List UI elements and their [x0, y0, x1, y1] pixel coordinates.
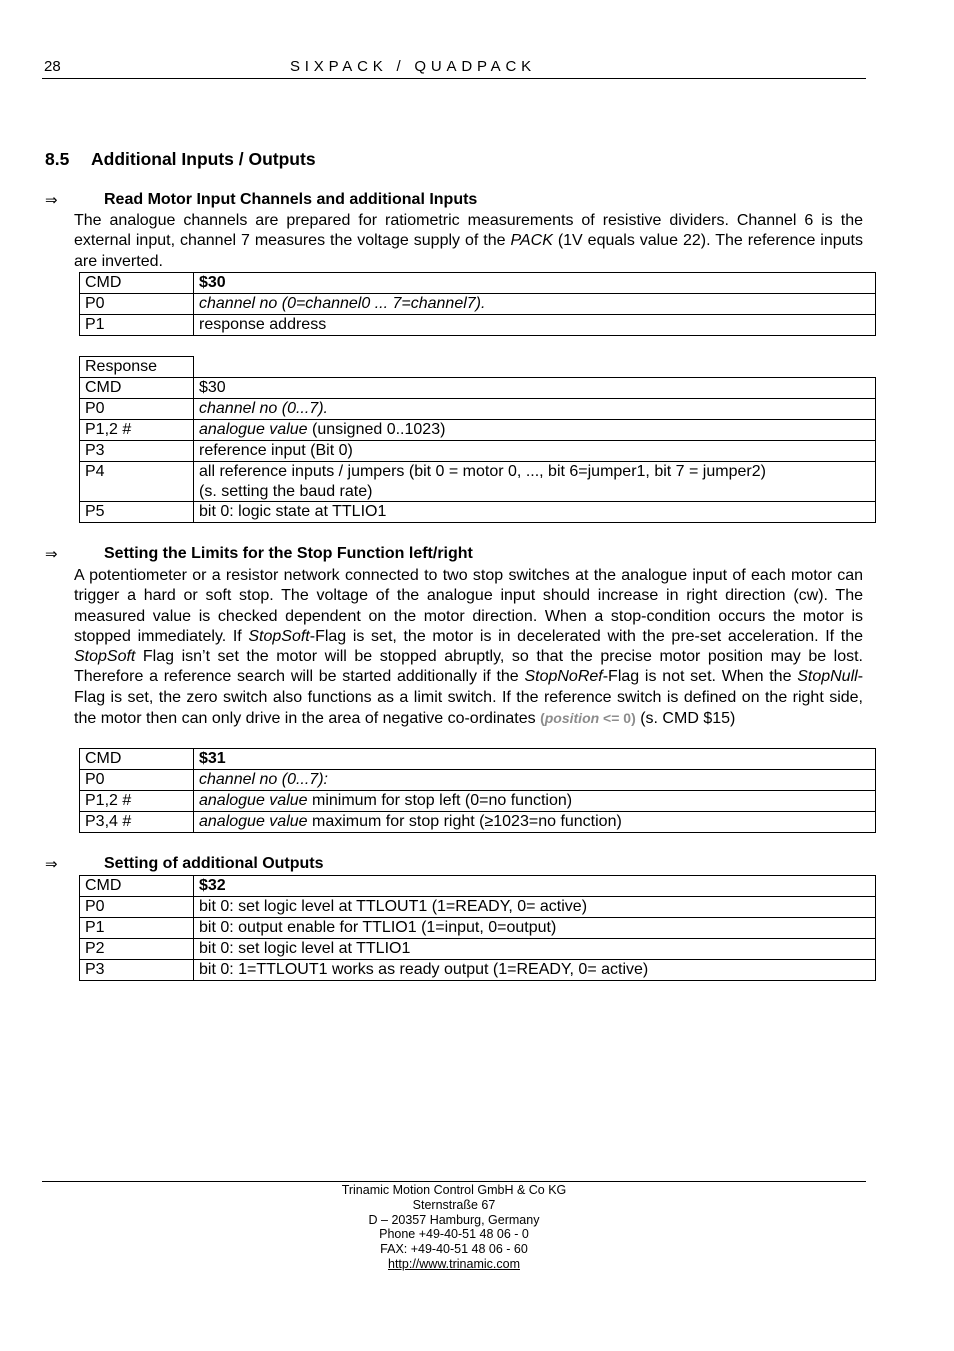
table-value: response address [194, 315, 876, 336]
table-value: analogue value (unsigned 0..1023) [194, 420, 876, 441]
table-row [80, 273, 876, 294]
table-row [80, 315, 876, 336]
table-key: CMD [80, 876, 194, 897]
footer-website-link[interactable]: http://www.trinamic.com [388, 1256, 520, 1271]
table-key: P4 [80, 462, 194, 502]
footer-company: Trinamic Motion Control GmbH & Co KG [341, 1183, 567, 1197]
table-key: P1,2 # [80, 420, 194, 441]
table-row [80, 791, 876, 812]
subheading-label: Setting of additional Outputs [104, 855, 324, 872]
table-key: P0 [80, 897, 194, 918]
subheading-label: Read Motor Input Channels and additional Inputs [104, 191, 478, 208]
table-value: analogue value maximum for stop right (≥1023=no function) [194, 812, 876, 833]
table-row [80, 441, 876, 462]
section-number: 8.5 [45, 149, 70, 169]
footer-city: D – 20357 Hamburg, Germany [368, 1212, 540, 1227]
command-table-30 [79, 272, 876, 336]
table-key: Response [80, 357, 194, 378]
table-row [80, 770, 876, 791]
page-header-title: SIXPACK / QUADPACK [290, 58, 536, 75]
table-row [80, 462, 876, 502]
table-row [80, 420, 876, 441]
paragraph-analogue-channels: The analogue channels are prepared for ratiometric measurements of resistive dividers. Channel 6 is the external input, channel 7 measures the voltage supply of the PACK (1V equals value 22). The reference inputs are inverted. [74, 212, 863, 270]
table-key: P1 [80, 918, 194, 939]
header-divider [42, 78, 866, 79]
table-key: CMD [80, 273, 194, 294]
table-row [80, 749, 876, 770]
table-value: $30 [194, 378, 876, 399]
subheading-additional-outputs [45, 855, 865, 875]
arrow-icon: ⇒ [45, 855, 58, 873]
table-row [80, 502, 876, 523]
page-number: 28 [44, 58, 61, 75]
table-row [80, 960, 876, 981]
footer-address [254, 1183, 654, 1272]
subheading-read-motor-input [45, 191, 865, 211]
table-value: channel no (0...7): [194, 770, 876, 791]
command-table-31 [79, 748, 876, 833]
table-value: channel no (0=channel0 ... 7=channel7). [194, 294, 876, 315]
table-key: P1 [80, 315, 194, 336]
subheading-label: Setting the Limits for the Stop Function left/right [104, 545, 473, 562]
table-row [80, 378, 876, 399]
table-value: $32 [194, 876, 876, 897]
table-value: all reference inputs / jumpers (bit 0 = motor 0, ..., bit 6=jumper1, bit 7 = jumper2) (s. setting the baud rate) [194, 462, 876, 502]
footer-fax: FAX: +49-40-51 48 06 - 60 [380, 1242, 528, 1257]
arrow-icon: ⇒ [45, 191, 58, 209]
table-row [80, 918, 876, 939]
footer-phone: Phone +49-40-51 48 06 - 0 [379, 1227, 529, 1242]
table-row [80, 399, 876, 420]
table-key: P0 [80, 399, 194, 420]
arrow-icon: ⇒ [45, 545, 58, 563]
subheading-stop-limits [45, 545, 865, 565]
table-value [194, 357, 876, 378]
table-value: bit 0: set logic level at TTLIO1 [194, 939, 876, 960]
table-row [80, 812, 876, 833]
table-row [80, 357, 876, 378]
table-row [80, 897, 876, 918]
section-title: Additional Inputs / Outputs [91, 149, 316, 169]
table-row [80, 294, 876, 315]
table-value: bit 0: set logic level at TTLOUT1 (1=READY, 0= active) [194, 897, 876, 918]
footer-street: Sternstraße 67 [412, 1197, 496, 1212]
table-value: bit 0: output enable for TTLIO1 (1=input, 0=output) [194, 918, 876, 939]
table-value: $30 [194, 273, 876, 294]
table-value: reference input (Bit 0) [194, 441, 876, 462]
paragraph-stop-function: A potentiometer or a resistor network connected to two stop switches at the analogue input of each motor can trigger a hard or soft stop. The voltage of the analogue input should increase in right direction (cw). The measured value is checked dependent on the motor direction. When a stop-condition occurs the motor is stopped immediately. If StopSoft-Flag is set, the motor is in decelerated with the pre-set acceleration. If the StopSoft Flag isn’t set the motor will be stopped abruptly, so that the precise motor position may be lost. Therefore a reference search will be started additionally if the StopNoRef-Flag is not set. When the StopNull-Flag is set, the zero switch also functions as a limit switch. If the reference switch is defined on the right side, the motor then can only drive in the area of negative co-ordinates (position <= 0) (s. CMD $15) [74, 567, 864, 728]
table-key: P2 [80, 939, 194, 960]
table-value: $31 [194, 749, 876, 770]
position-condition: (position <= 0) [540, 710, 636, 727]
table-key: P0 [80, 294, 194, 315]
table-key: P3,4 # [80, 812, 194, 833]
table-value: channel no (0...7). [194, 399, 876, 420]
command-table-32 [79, 875, 876, 981]
table-key: CMD [80, 378, 194, 399]
table-row [80, 939, 876, 960]
table-key: P5 [80, 502, 194, 523]
table-row [80, 876, 876, 897]
table-key: CMD [80, 749, 194, 770]
footer-divider [42, 1181, 866, 1182]
table-key: P3 [80, 441, 194, 462]
response-table-30 [79, 356, 876, 523]
table-key: P0 [80, 770, 194, 791]
table-value: analogue value minimum for stop left (0=no function) [194, 791, 876, 812]
table-value: bit 0: logic state at TTLIO1 [194, 502, 876, 523]
table-key: P1,2 # [80, 791, 194, 812]
table-value: bit 0: 1=TTLOUT1 works as ready output (1=READY, 0= active) [194, 960, 876, 981]
section-heading [45, 149, 316, 170]
table-key: P3 [80, 960, 194, 981]
